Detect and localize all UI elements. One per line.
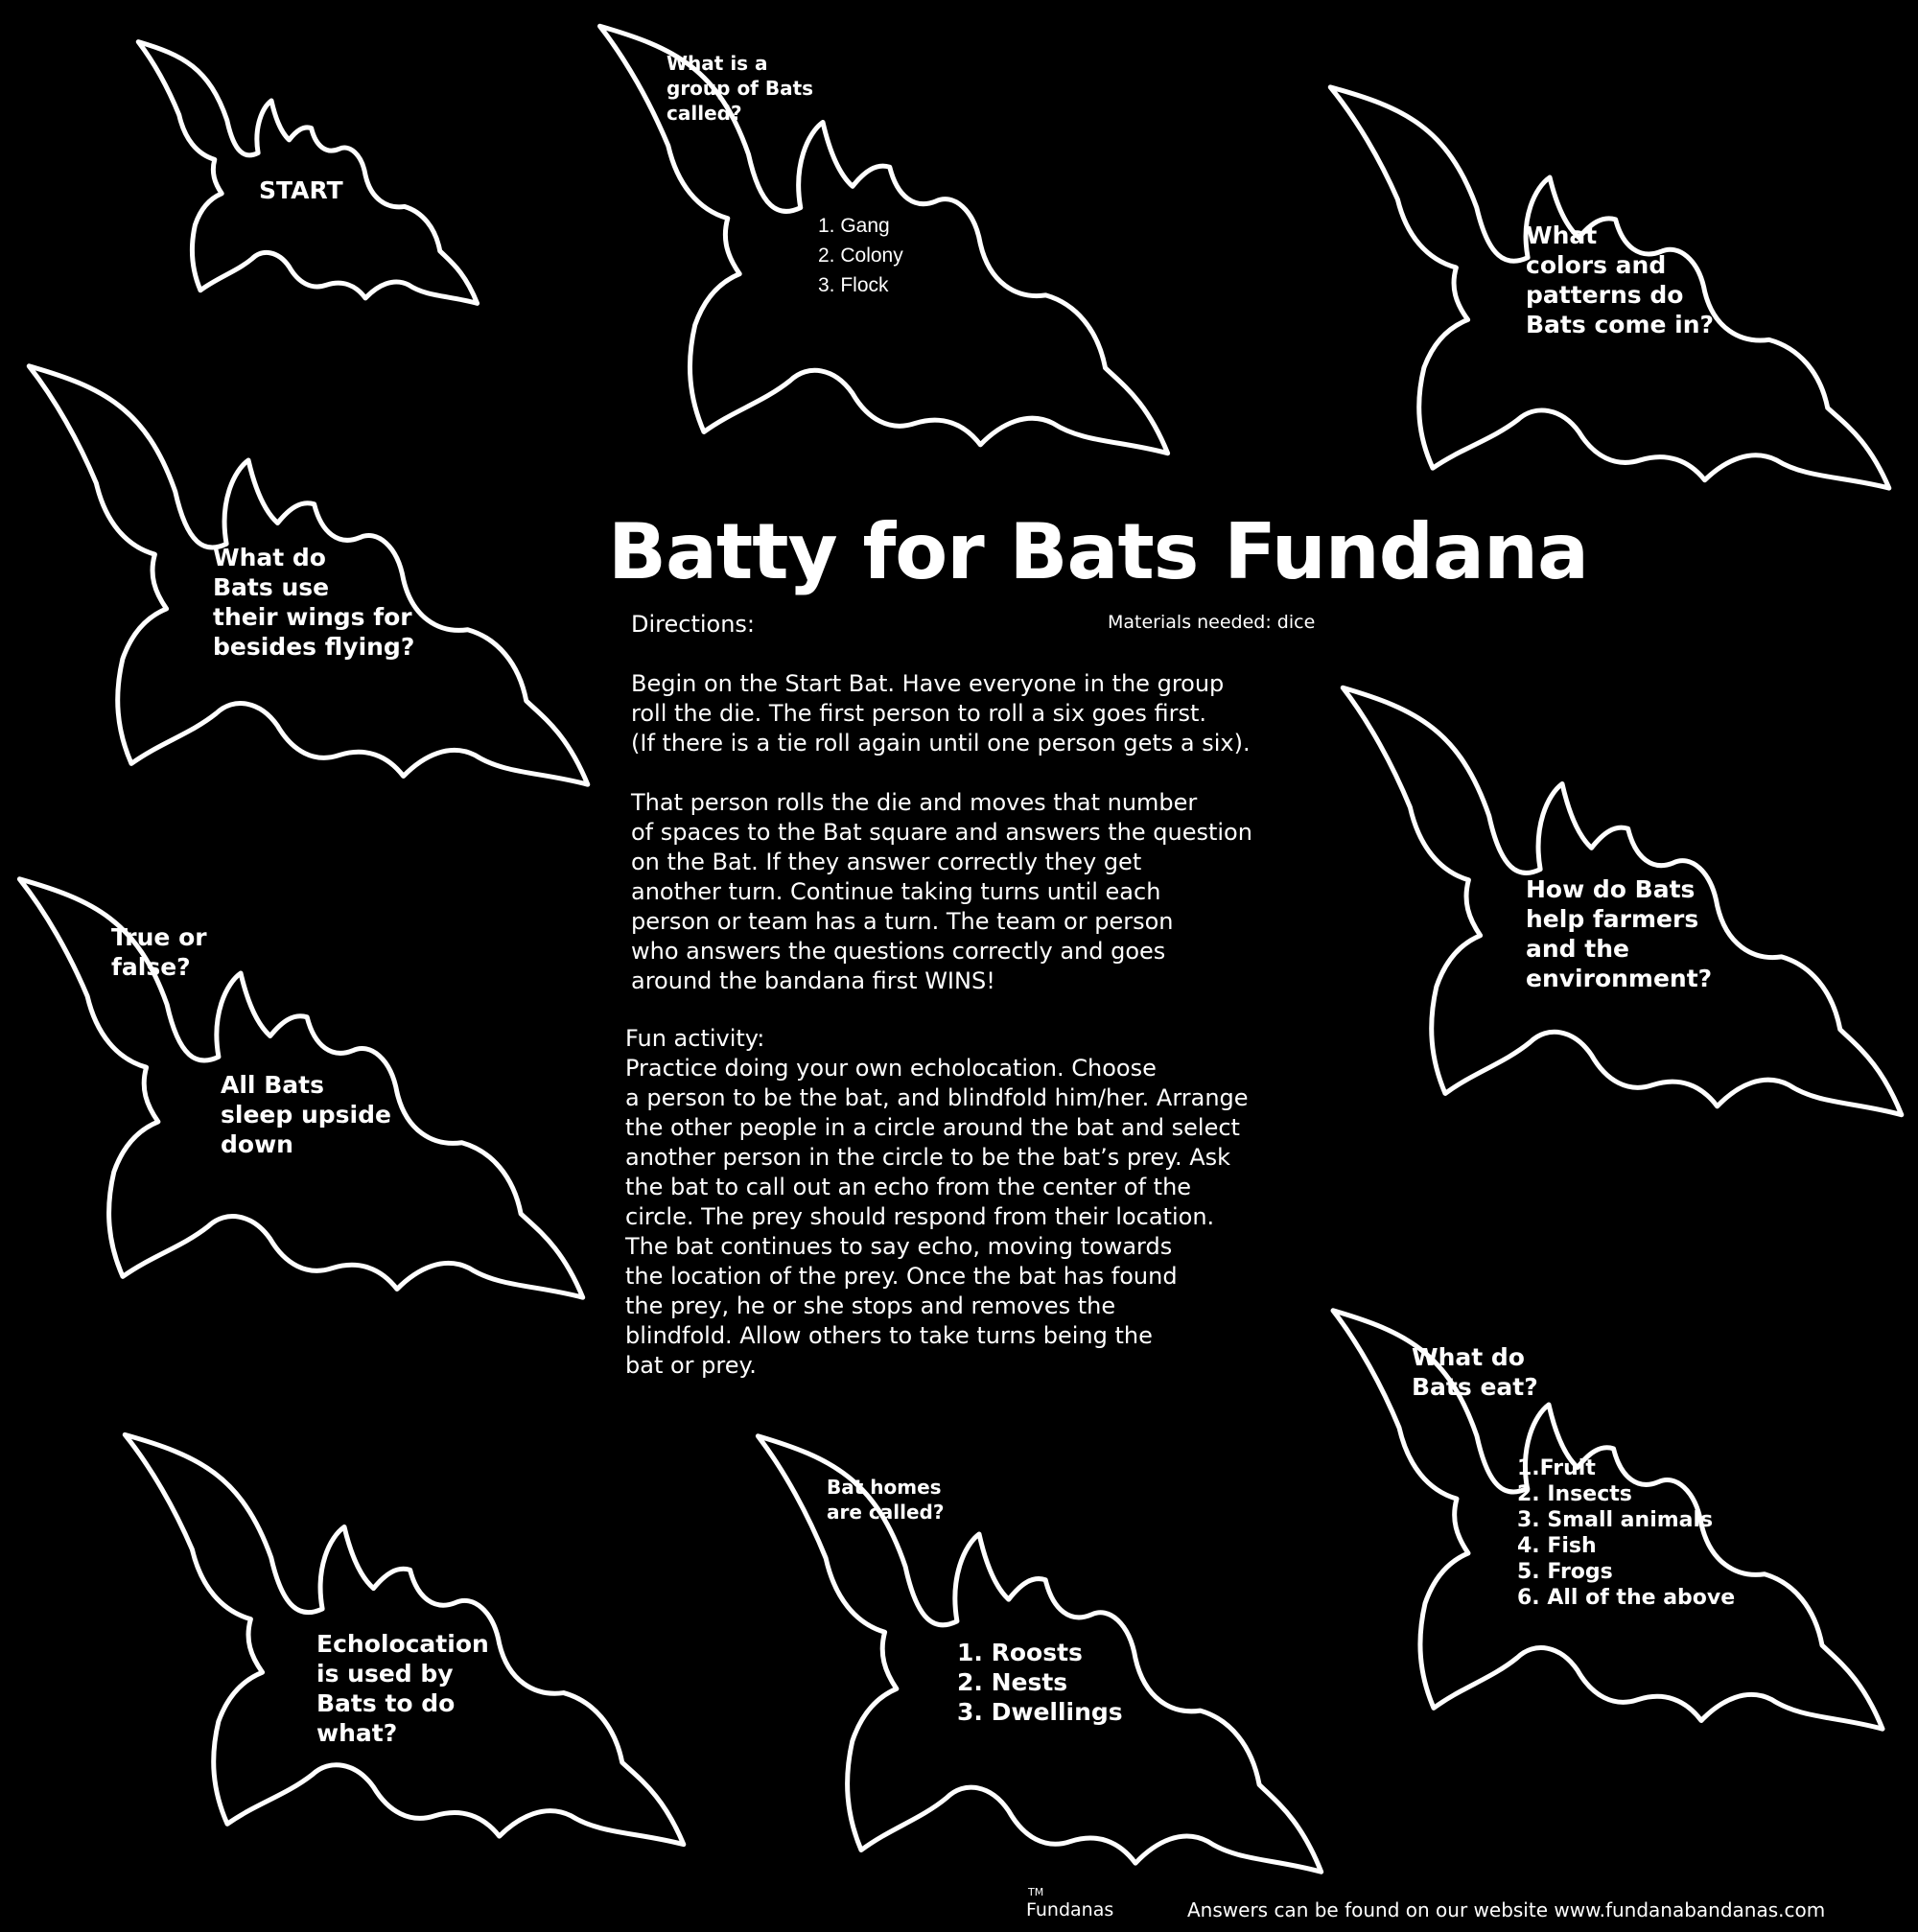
materials-needed: Materials needed: dice [1108,612,1316,633]
bat-space-true-false-statement: All Bats sleep upside down [221,1071,391,1158]
bat-outline-start[interactable] [138,42,477,304]
fun-activity-body: Practice doing your own echolocation. Choose a person to be the bat, and blindfold him/her. Arrange the other people in a circle around the bat and select another person in the circle to be the bat’s prey. Ask the bat to call out an echo from the center of the circle. The prey should respond from their location. The bat continues to say echo, moving towards the location of the prey. Once the bat has found the prey, he or she stops and removes the blindfold. Allow others to take turns being the bat or prey. [625,1055,1249,1379]
trademark-mark: TM [1028,1886,1044,1898]
answers-website-note: Answers can be found on our website www.fundanabandanas.com [1187,1898,1826,1921]
directions-paragraph-turns: That person rolls the die and moves that number of spaces to the Bat square and answers the question on the Bat. If they answer correctly they get another turn. Continue taking turns until each person or team has a turn. The team or person who answers the questions correctly and goes around the bandana first WINS! [631,789,1252,994]
bat-space-group-answers: 1. Gang 2. Colony 3. Flock [818,215,903,296]
bat-space-start-label[interactable]: START [259,176,343,204]
bat-space-farmers-question[interactable]: How do Bats help farmers and the environment? [1526,875,1713,992]
directions-heading: Directions: [631,611,756,638]
bat-space-echolocation-question[interactable]: Echolocation is used by Bats to do what? [316,1630,489,1747]
bat-space-homes-question[interactable]: Bat homes are called? [827,1476,945,1524]
bat-space-eat-question[interactable]: What do Bats eat? [1412,1343,1538,1401]
bat-space-eat-answers: 1.Fruit 2. Insects 3. Small animals 4. Fish 5. Frogs 6. All of the above [1517,1456,1736,1610]
directions-paragraph-start: Begin on the Start Bat. Have everyone in the group roll the die. The first person to roll a six goes first. (If there is a tie roll again until one person gets a six). [631,670,1251,757]
bat-space-homes-answers: 1. Roosts 2. Nests 3. Dwellings [957,1639,1123,1726]
page-title: Batty for Bats Fundana [608,507,1588,596]
brand-name: Fundanas [1026,1899,1114,1920]
fun-activity-heading: Fun activity: [625,1025,765,1052]
bat-space-true-false-question[interactable]: True or false? [111,923,207,981]
bat-space-wings-question[interactable]: What do Bats use their wings for besides flying? [213,544,415,661]
bat-space-colors-question[interactable]: What colors and patterns do Bats come in? [1526,221,1715,338]
bat-space-group-question[interactable]: What is a group of Bats called? [667,52,814,125]
